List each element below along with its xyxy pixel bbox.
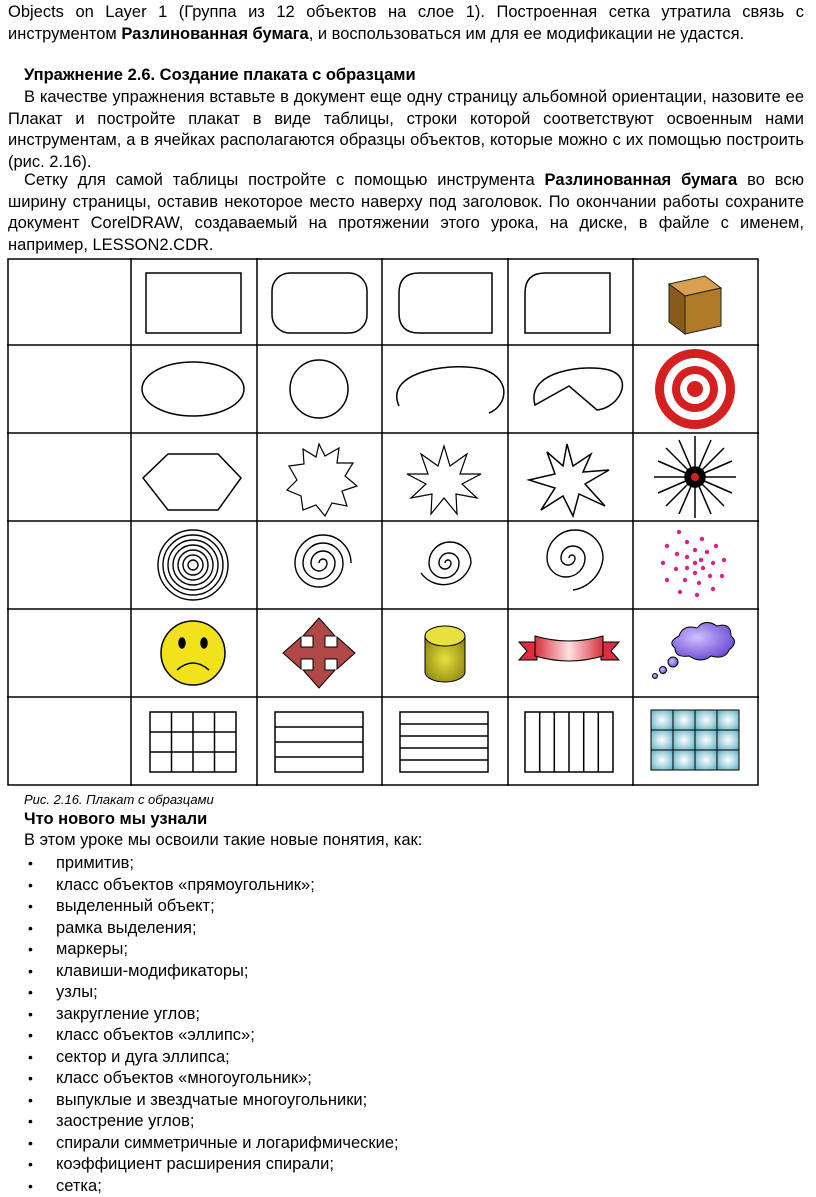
exercise-paragraph-1: В качестве упражнения вставьте в документ еще одну страницу альбомной ориентации, назовите ее Плакат и постройте плакат в виде таблицы, строки которой соответствуют освоенным нами инструментам, а в ячейках располагаются образцы объектов, которые можно с их помощью построить (рис. 2.16). — [8, 87, 804, 173]
partly-rounded-rectangle-shape — [399, 273, 492, 333]
exercise-paragraph-2: Сетку для самой таблицы постройте с помощью инструмента Разлинованная бумага во всю ширину страницы, оставив некоторое место наверху под заголовок. По окончании работы сохраните документ CorelDRAW, создаваемый на протяжении этого урока, на диске, в файле с именем, например, LESSON2.CDR. — [8, 170, 804, 256]
polygon-star-shape — [287, 444, 357, 516]
corner-rounded-rectangle-shape — [525, 273, 610, 333]
log-spiral — [421, 542, 471, 585]
list-item: • узлы; — [24, 982, 399, 1004]
target-shape — [655, 349, 735, 429]
circle-shape — [290, 360, 348, 418]
list-item: • выделенный объект; — [24, 896, 399, 918]
tool-name-graph-paper: Разлинованная бумага — [121, 25, 308, 43]
four-way-arrow-shape — [283, 618, 355, 688]
list-item: • класс объектов «прямоугольник»; — [24, 875, 399, 897]
summary-heading: Что нового мы узнали — [24, 810, 207, 829]
summary-intro: В этом уроке мы освоили такие новые понятия, как: — [24, 831, 422, 850]
list-item: • рамка выделения; — [24, 918, 399, 940]
list-item: • класс объектов «многоугольник»; — [24, 1068, 399, 1090]
rectangle-shape — [146, 273, 241, 333]
list-item: • примитив; — [24, 853, 399, 875]
graph-paper-rows-5 — [400, 712, 488, 772]
sharp-star-shape — [529, 444, 609, 516]
list-item: • закругление углов; — [24, 1004, 399, 1026]
banner-shape — [519, 636, 619, 661]
exercise-heading: Упражнение 2.6. Создание плаката с образцами — [24, 66, 416, 85]
list-item: • выпуклые и звездчатые многоугольники; — [24, 1090, 399, 1112]
ellipse-arc-shape — [397, 367, 504, 413]
symmetric-spiral — [295, 535, 351, 587]
graph-paper-rows-4 — [275, 712, 363, 772]
list-item: • сетка; — [24, 1176, 399, 1197]
starburst-shape — [654, 436, 736, 518]
hexagon-shape — [143, 454, 241, 510]
3d-box-shape — [669, 276, 721, 334]
row-polygons — [143, 444, 609, 516]
poster-table-grid — [7, 258, 759, 786]
dotted-spiral-shape — [661, 530, 726, 597]
tool-name-graph-paper-2: Разлинованная бумага — [545, 171, 738, 189]
row-rectangles — [146, 273, 610, 333]
intro-paragraph: Objects on Layer 1 (Группа из 12 объектов на слое 1). Построенная сетка утратила связь с инструментом Разлинованная бумага, и воспользоваться им для ее модификации не удастся. — [8, 2, 804, 45]
rounded-rectangle-shape — [272, 273, 367, 333]
ellipse-shape — [142, 362, 244, 416]
list-item: • заострение углов; — [24, 1111, 399, 1133]
symmetric-spiral-dense — [158, 530, 228, 600]
thought-cloud-shape — [653, 622, 735, 678]
ellipse-sector-shape — [534, 368, 623, 410]
list-item: • маркеры; — [24, 939, 399, 961]
row-spirals — [158, 530, 603, 600]
sad-face-shape — [161, 621, 225, 685]
star-polygon-shape — [407, 446, 481, 514]
list-item: • клавиши-модификаторы; — [24, 961, 399, 983]
graph-paper-grid-4x3 — [150, 712, 236, 772]
graph-paper-columns-6 — [525, 712, 613, 772]
list-item: • сектор и дуга эллипса; — [24, 1047, 399, 1069]
gradient-grid-shape — [651, 710, 739, 770]
list-item: • спирали симметричные и логарифмические; — [24, 1133, 399, 1155]
concepts-list — [24, 853, 399, 1197]
list-item: • класс объектов «эллипс»; — [24, 1025, 399, 1047]
figure-caption: Рис. 2.16. Плакат с образцами — [24, 792, 214, 807]
poster-figure — [7, 258, 759, 786]
list-item: • коэффициент расширения спирали; — [24, 1154, 399, 1176]
cylinder-shape — [425, 626, 465, 682]
log-spiral-wide — [547, 530, 603, 590]
